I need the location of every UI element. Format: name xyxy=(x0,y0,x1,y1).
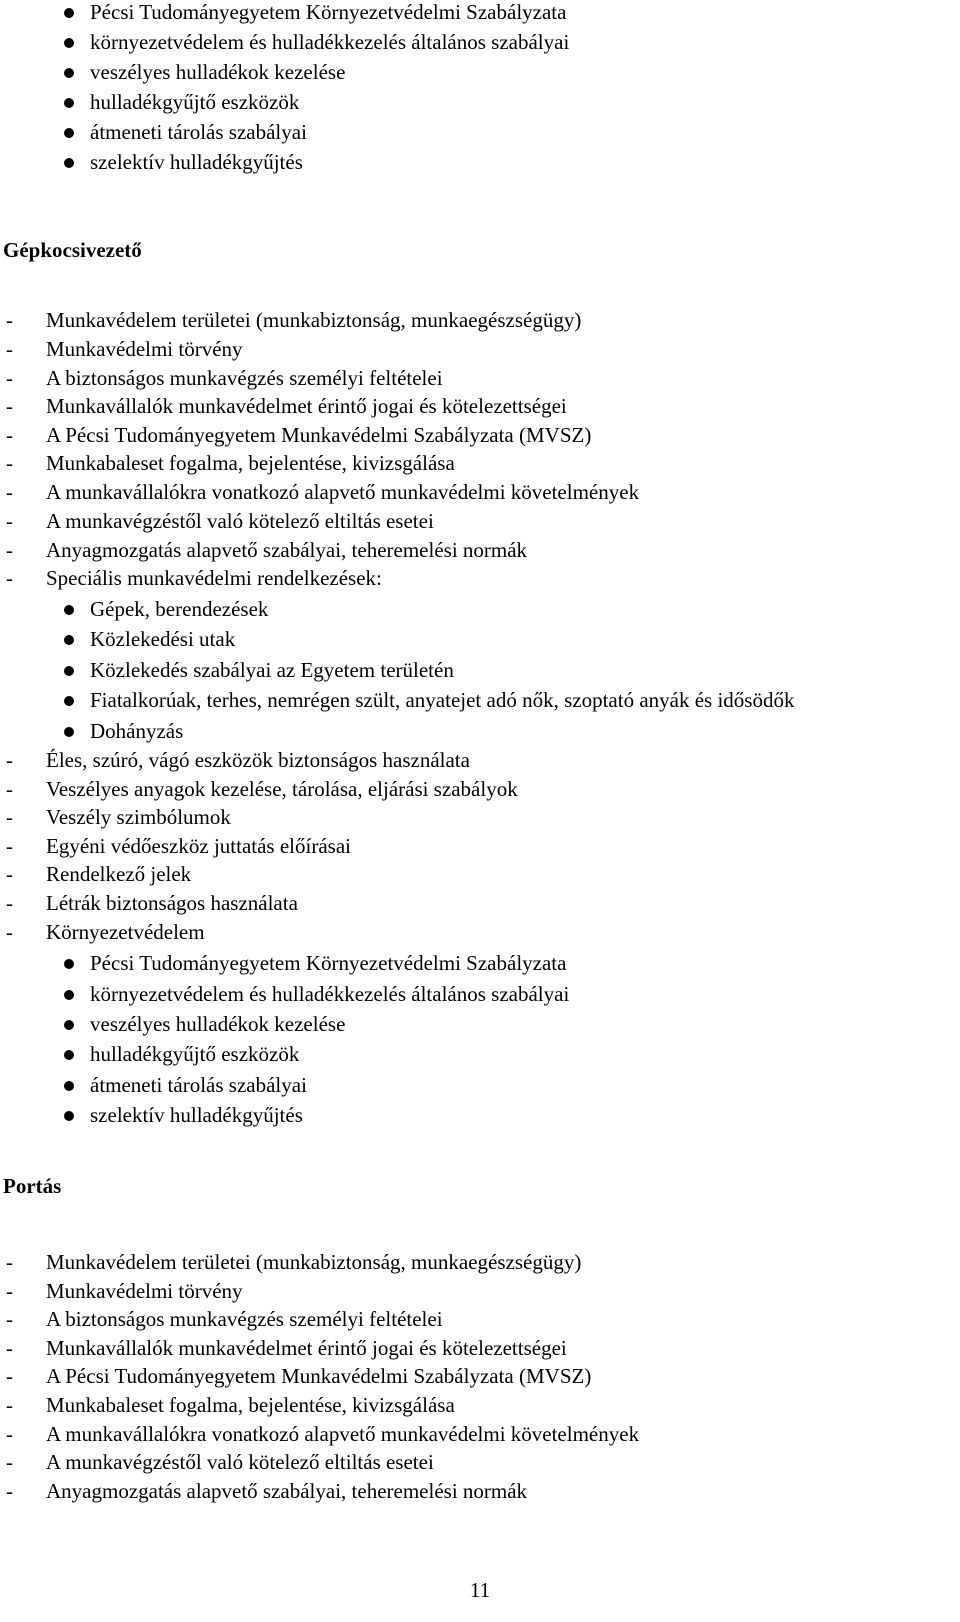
list-item-text: A Pécsi Tudományegyetem Munkavédelmi Szabályzata (MVSZ) xyxy=(46,1364,592,1388)
bullet-icon xyxy=(64,158,74,168)
list-item-text: A biztonságos munkavégzés személyi feltételei xyxy=(46,1307,443,1331)
bullet-icon xyxy=(64,38,74,48)
list-item-text: szelektív hulladékgyűjtés xyxy=(90,1103,303,1127)
list-item-text: Pécsi Tudományegyetem Környezetvédelmi Szabályzata xyxy=(90,0,567,24)
list-item-text: Munkabaleset fogalma, bejelentése, kivizsgálása xyxy=(46,1393,455,1417)
list-item-text: Közlekedési utak xyxy=(90,627,236,651)
list-item-text: szelektív hulladékgyűjtés xyxy=(90,150,303,174)
list-item-text: Anyagmozgatás alapvető szabályai, teheremelési normák xyxy=(46,1479,528,1503)
list-item-text: Gépek, berendezések xyxy=(90,597,269,621)
bullet-icon xyxy=(64,990,74,1000)
list-item-text: hulladékgyűjtő eszközök xyxy=(90,90,300,114)
bullet-icon xyxy=(64,1020,74,1030)
list-item-text: Veszély szimbólumok xyxy=(46,805,231,829)
list-item-text: veszélyes hulladékok kezelése xyxy=(90,1012,346,1036)
list-item-text: A munkavállalókra vonatkozó alapvető munkavédelmi követelmények xyxy=(46,1422,640,1446)
list-item-text: Egyéni védőeszköz juttatás előírásai xyxy=(46,834,351,858)
dash-marker: - xyxy=(6,862,13,886)
bullet-icon xyxy=(64,696,74,706)
list-item-text: A munkavégzéstől való kötelező eltiltás esetei xyxy=(46,1450,434,1474)
dash-marker: - xyxy=(6,308,13,332)
list-item-text: Munkavállalók munkavédelmet érintő jogai és kötelezettségei xyxy=(46,1336,567,1360)
dash-marker: - xyxy=(6,394,13,418)
dash-marker: - xyxy=(6,509,13,533)
list-item-text: veszélyes hulladékok kezelése xyxy=(90,60,346,84)
bullet-icon xyxy=(64,727,74,737)
list-item-text: átmeneti tárolás szabályai xyxy=(90,1073,307,1097)
bullet-icon xyxy=(64,1050,74,1060)
section-heading-portas: Portás xyxy=(3,1174,62,1198)
dash-marker: - xyxy=(6,1393,13,1417)
bullet-icon xyxy=(64,68,74,78)
dash-marker: - xyxy=(6,1336,13,1360)
list-item-text: hulladékgyűjtő eszközök xyxy=(90,1042,300,1066)
section-heading-gepkocsivezeto: Gépkocsivezető xyxy=(3,238,142,262)
dash-marker: - xyxy=(6,566,13,590)
dash-marker: - xyxy=(6,920,13,944)
dash-marker: - xyxy=(6,1479,13,1503)
dash-marker: - xyxy=(6,538,13,562)
list-item-text: Munkavédelmi törvény xyxy=(46,1279,243,1303)
list-item-text: Dohányzás xyxy=(90,719,184,743)
dash-marker: - xyxy=(6,1250,13,1274)
dash-marker: - xyxy=(6,1422,13,1446)
bullet-icon xyxy=(64,98,74,108)
list-item-text: Pécsi Tudományegyetem Környezetvédelmi Szabályzata xyxy=(90,951,567,975)
bullet-icon xyxy=(64,605,74,615)
list-item-text: Munkavédelem területei (munkabiztonság, munkaegészségügy) xyxy=(46,1250,582,1274)
bullet-icon xyxy=(64,1081,74,1091)
dash-marker: - xyxy=(6,748,13,772)
bullet-icon xyxy=(64,666,74,676)
list-item-text: A biztonságos munkavégzés személyi feltételei xyxy=(46,366,443,390)
bullet-icon xyxy=(64,959,74,969)
list-item-text: Közlekedés szabályai az Egyetem területén xyxy=(90,658,454,682)
list-item-text: Rendelkező jelek xyxy=(46,862,192,886)
dash-marker: - xyxy=(6,805,13,829)
bullet-icon xyxy=(64,635,74,645)
list-item-text: A Pécsi Tudományegyetem Munkavédelmi Szabályzata (MVSZ) xyxy=(46,423,592,447)
list-item-text: környezetvédelem és hulladékkezelés általános szabályai xyxy=(90,30,570,54)
dash-marker: - xyxy=(6,1279,13,1303)
bullet-icon xyxy=(64,128,74,138)
dash-marker: - xyxy=(6,891,13,915)
dash-marker: - xyxy=(6,834,13,858)
dash-marker: - xyxy=(6,337,13,361)
list-item-text: Munkavédelmi törvény xyxy=(46,337,243,361)
dash-marker: - xyxy=(6,423,13,447)
dash-marker: - xyxy=(6,1364,13,1388)
list-item-text: Munkabaleset fogalma, bejelentése, kivizsgálása xyxy=(46,451,455,475)
list-item-text: környezetvédelem és hulladékkezelés általános szabályai xyxy=(90,982,570,1006)
list-item-text: Fiatalkorúak, terhes, nemrégen szült, anyatejet adó nők, szoptató anyák és idősödők xyxy=(90,688,795,712)
list-item-text: Környezetvédelem xyxy=(46,920,205,944)
page-number: 11 xyxy=(469,1578,491,1602)
list-item-text: Éles, szúró, vágó eszközök biztonságos használata xyxy=(46,748,470,772)
list-item-text: A munkavállalókra vonatkozó alapvető munkavédelmi követelmények xyxy=(46,480,640,504)
list-item-text: A munkavégzéstől való kötelező eltiltás esetei xyxy=(46,509,434,533)
dash-marker: - xyxy=(6,777,13,801)
list-item-text: Munkavállalók munkavédelmet érintő jogai és kötelezettségei xyxy=(46,394,567,418)
bullet-icon xyxy=(64,8,74,18)
dash-marker: - xyxy=(6,480,13,504)
dash-marker: - xyxy=(6,1307,13,1331)
list-item-text: Munkavédelem területei (munkabiztonság, munkaegészségügy) xyxy=(46,308,582,332)
list-item-text: Veszélyes anyagok kezelése, tárolása, eljárási szabályok xyxy=(46,777,518,801)
list-item-text: Létrák biztonságos használata xyxy=(46,891,298,915)
dash-marker: - xyxy=(6,451,13,475)
bullet-icon xyxy=(64,1111,74,1121)
dash-marker: - xyxy=(6,366,13,390)
list-item-text: átmeneti tárolás szabályai xyxy=(90,120,307,144)
dash-marker: - xyxy=(6,1450,13,1474)
list-item-text: Speciális munkavédelmi rendelkezések: xyxy=(46,566,382,590)
list-item-text: Anyagmozgatás alapvető szabályai, teheremelési normák xyxy=(46,538,528,562)
